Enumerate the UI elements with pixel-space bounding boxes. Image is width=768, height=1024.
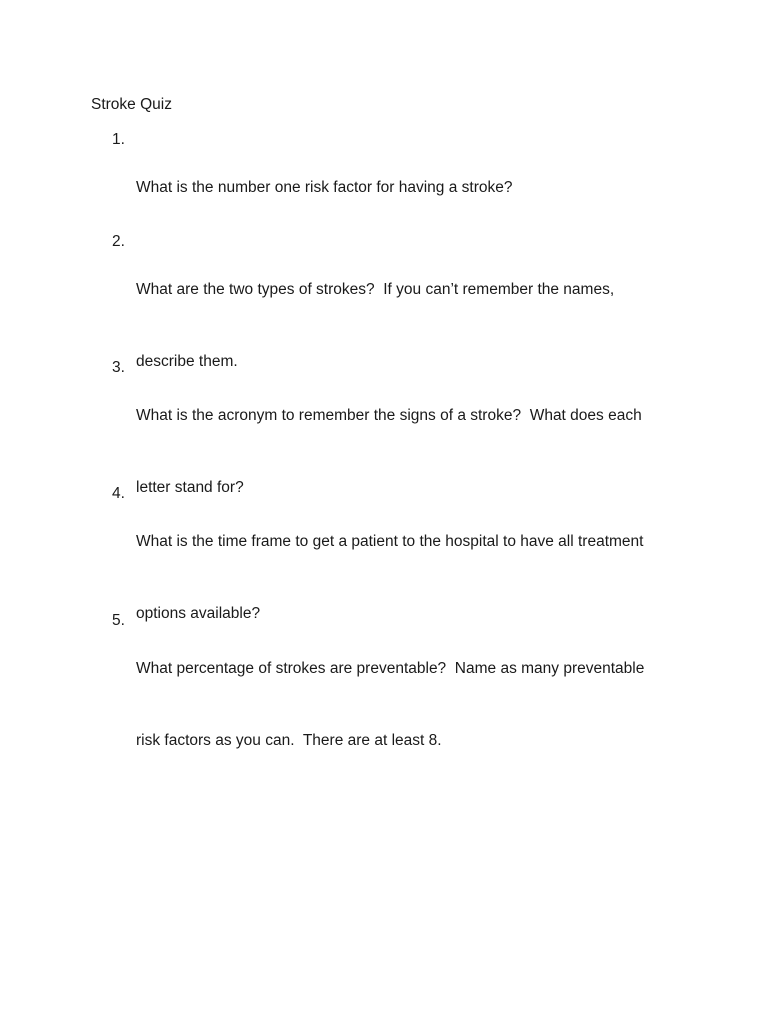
question-line: risk factors as you can. There are at least 8. bbox=[136, 732, 442, 749]
question-number: 1. bbox=[112, 131, 125, 148]
question-line: options available? bbox=[136, 605, 261, 622]
page-title: Stroke Quiz bbox=[91, 96, 172, 113]
question-line: What are the two types of strokes? If you can’t remember the names, bbox=[136, 281, 615, 298]
question-line: describe them. bbox=[136, 353, 238, 370]
question-5 bbox=[112, 609, 692, 801]
question-text bbox=[136, 609, 692, 801]
question-number: 2. bbox=[112, 233, 125, 250]
question-line: What is the time frame to get a patient to the hospital to have all treatment bbox=[136, 533, 644, 550]
question-number: 4. bbox=[112, 485, 125, 502]
question-line: What percentage of strokes are preventable? Name as many preventable bbox=[136, 660, 645, 677]
question-line: What is the acronym to remember the signs of a stroke? What does each bbox=[136, 407, 642, 424]
question-line: letter stand for? bbox=[136, 479, 244, 496]
question-number: 3. bbox=[112, 359, 125, 376]
question-line: What is the number one risk factor for having a stroke? bbox=[136, 179, 513, 196]
question-number: 5. bbox=[112, 612, 125, 629]
